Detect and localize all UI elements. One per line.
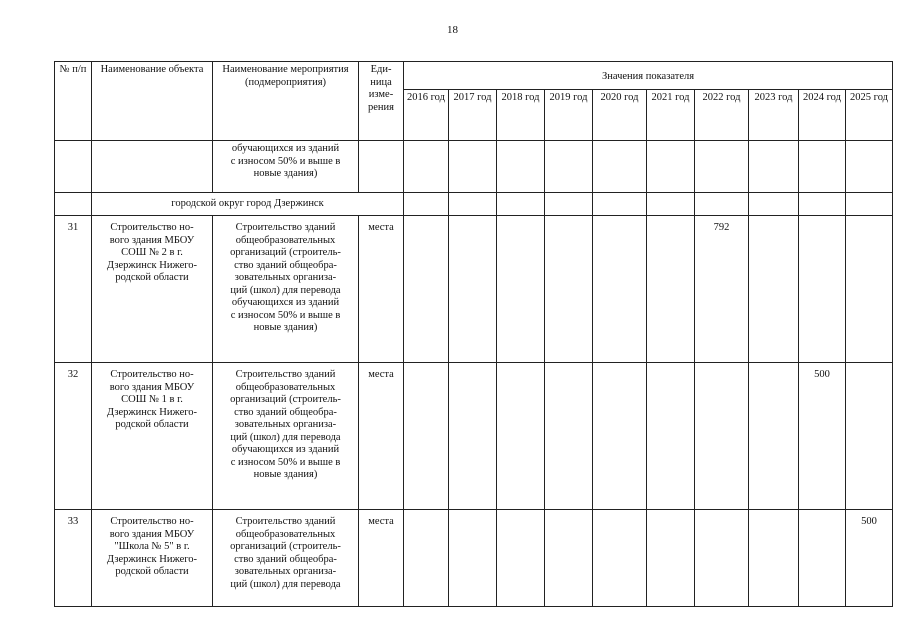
value-2024: 500 [799,363,846,510]
header-year-2016: 2016 год [404,90,449,141]
row-number: 32 [55,363,92,510]
table-row-continuation [55,141,893,193]
header-num: № п/п [55,62,92,141]
unit-cell: места [359,510,404,607]
object-cell: Строительство но- вого здания МБОУ СОШ № 1 в г. Дзержинск Нижего- родской области [92,363,213,510]
header-year-2017: 2017 год [449,90,497,141]
table-row-region [55,193,893,216]
table-row [55,510,893,607]
header-unit: Еди- ница изме- рения [359,62,404,141]
header-year-2018: 2018 год [497,90,545,141]
value-2022: 792 [695,216,749,363]
table-row [55,363,893,510]
table-row [55,216,893,363]
header-year-2019: 2019 год [545,90,593,141]
header-year-2025: 2025 год [846,90,893,141]
header-year-2022: 2022 год [695,90,749,141]
measure-cell: обучающихся из зданий с износом 50% и выше в новые здания) [213,141,359,193]
object-cell: Строительство но- вого здания МБОУ "Школа № 5" в г. Дзержинск Нижего- родской области [92,510,213,607]
page-number: 18 [447,24,458,36]
header-measure: Наименование мероприятия (подмероприятия) [213,62,359,141]
header-year-2021: 2021 год [647,90,695,141]
indicator-table [54,61,893,607]
header-year-2024: 2024 год [799,90,846,141]
row-number: 31 [55,216,92,363]
header-year-2020: 2020 год [593,90,647,141]
region-label: городской округ город Дзержинск [92,193,404,216]
unit-cell: места [359,216,404,363]
unit-cell: места [359,363,404,510]
table-header-row [55,62,893,90]
measure-cell: Строительство зданий общеобразовательных организаций (строитель- ство зданий общеобра- зовательных организа- ций (школ) для перевода обучающихся из зданий с износом 50% и выше в новые здания) [213,216,359,363]
measure-cell: Строительство зданий общеобразовательных организаций (строитель- ство зданий общеобра- зовательных организа- ций (школ) для перевода [213,510,359,607]
value-2025: 500 [846,510,893,607]
header-year-2023: 2023 год [749,90,799,141]
header-object: Наименование объекта [92,62,213,141]
object-cell: Строительство но- вого здания МБОУ СОШ № 2 в г. Дзержинск Нижего- родской области [92,216,213,363]
row-number: 33 [55,510,92,607]
header-values: Значения показателя [404,62,893,90]
measure-cell: Строительство зданий общеобразовательных организаций (строитель- ство зданий общеобра- зовательных организа- ций (школ) для перевода обучающихся из зданий с износом 50% и выше в новые здания) [213,363,359,510]
